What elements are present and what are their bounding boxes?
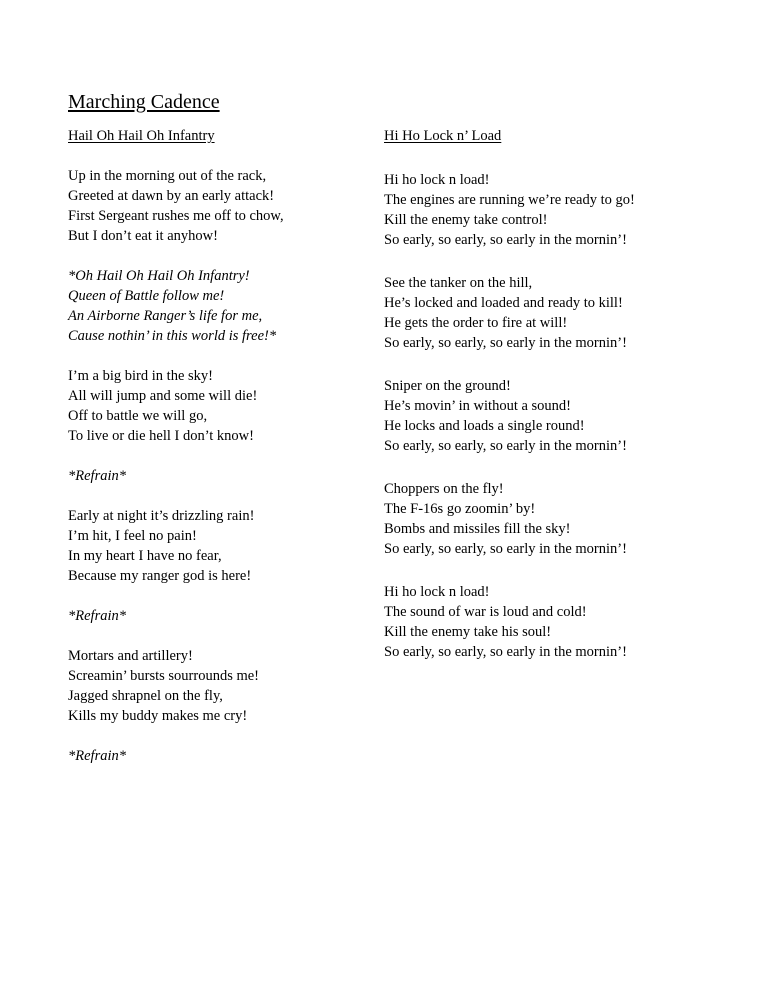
refrain-marker — [68, 746, 368, 766]
lyric-line: Mortars and artillery! — [68, 648, 193, 664]
left-stanza-7 — [68, 646, 368, 726]
left-stanza-1 — [68, 166, 368, 246]
left-song-title: Hail Oh Hail Oh Infantry — [68, 128, 215, 144]
lyric-line: So early, so early, so early in the mornin’! — [384, 541, 627, 557]
lyric-line: Early at night it’s drizzling rain! — [68, 508, 255, 524]
left-stanza-3 — [68, 366, 368, 446]
chorus-line: Queen of Battle follow me! — [68, 288, 225, 304]
lyric-line: Greeted at dawn by an early attack! — [68, 188, 275, 204]
right-stanza-4 — [384, 479, 754, 559]
right-stanza-5 — [384, 582, 754, 662]
lyric-line: Off to battle we will go, — [68, 408, 208, 424]
lyric-line: Up in the morning out of the rack, — [68, 168, 267, 184]
left-song-column — [68, 126, 368, 786]
refrain-marker — [68, 466, 368, 486]
lyric-line: So early, so early, so early in the mornin’! — [384, 644, 627, 660]
lyric-line: Bombs and missiles fill the sky! — [384, 521, 571, 537]
lyric-line: I’m hit, I feel no pain! — [68, 528, 197, 544]
lyric-line: He locks and loads a single round! — [384, 418, 585, 434]
lyric-line: In my heart I have no fear, — [68, 548, 222, 564]
left-stanza-5 — [68, 506, 368, 586]
lyric-line: So early, so early, so early in the mornin’! — [384, 232, 627, 248]
lyric-line: First Sergeant rushes me off to chow, — [68, 208, 284, 224]
lyric-line: So early, so early, so early in the mornin’! — [384, 335, 627, 351]
chorus-line: An Airborne Ranger’s life for me, — [68, 308, 263, 324]
left-chorus — [68, 266, 368, 346]
lyric-line: See the tanker on the hill, — [384, 275, 533, 291]
right-stanza-3 — [384, 376, 754, 456]
chorus-line: Cause nothin’ in this world is free!* — [68, 328, 277, 344]
refrain-line: *Refrain* — [68, 748, 126, 764]
lyric-line: Kill the enemy take control! — [384, 212, 548, 228]
chorus-line: *Oh Hail Oh Hail Oh Infantry! — [68, 268, 250, 284]
lyric-line: To live or die hell I don’t know! — [68, 428, 254, 444]
lyric-line: The sound of war is loud and cold! — [384, 604, 587, 620]
lyric-line: He’s movin’ in without a sound! — [384, 398, 572, 414]
right-stanza-2 — [384, 273, 754, 353]
right-song-title: Hi Ho Lock n’ Load — [384, 128, 502, 144]
lyric-line: Screamin’ bursts sourrounds me! — [68, 668, 260, 684]
lyric-line: Hi ho lock n load! — [384, 172, 490, 188]
lyric-line: He gets the order to fire at will! — [384, 315, 568, 331]
refrain-line: *Refrain* — [68, 468, 126, 484]
lyric-line: Kill the enemy take his soul! — [384, 624, 552, 640]
lyric-line: So early, so early, so early in the mornin’! — [384, 438, 627, 454]
lyric-line: All will jump and some will die! — [68, 388, 258, 404]
lyric-line: I’m a big bird in the sky! — [68, 368, 213, 384]
lyric-line: The F-16s go zoomin’ by! — [384, 501, 536, 517]
right-stanza-1 — [384, 170, 754, 250]
lyric-line: Choppers on the fly! — [384, 481, 504, 497]
lyric-line: Hi ho lock n load! — [384, 584, 490, 600]
refrain-line: *Refrain* — [68, 608, 126, 624]
lyric-line: Kills my buddy makes me cry! — [68, 708, 248, 724]
lyric-line: He’s locked and loaded and ready to kill! — [384, 295, 623, 311]
refrain-marker — [68, 606, 368, 626]
lyric-line: But I don’t eat it anyhow! — [68, 228, 218, 244]
page-title: Marching Cadence — [68, 91, 220, 113]
lyric-line: The engines are running we’re ready to go! — [384, 192, 635, 208]
right-song-column — [384, 126, 754, 685]
lyric-line: Because my ranger god is here! — [68, 568, 252, 584]
lyric-line: Sniper on the ground! — [384, 378, 511, 394]
lyric-line: Jagged shrapnel on the fly, — [68, 688, 223, 704]
